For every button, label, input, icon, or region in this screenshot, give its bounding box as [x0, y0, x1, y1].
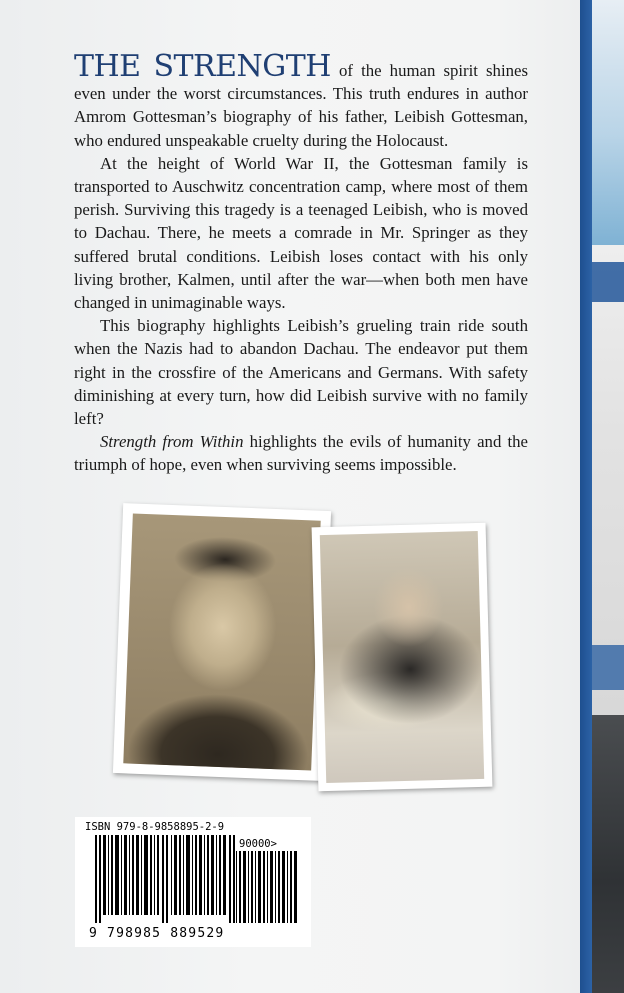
isbn-label: ISBN 979-8-9858895-2-9	[85, 821, 225, 833]
blurb-paragraph-1	[74, 49, 528, 152]
blurb-paragraph-4	[74, 430, 528, 476]
flag-stripe-top	[592, 262, 624, 302]
paragraph-1-text: of the human spirit shines even under the worst circumstances. This truth endures in author Amrom Gottesman’s biography of his father, Leibish Gottesman, who endured unspeakable cruelty during the Holocaust.	[74, 61, 528, 150]
portrait-image-elder	[320, 531, 484, 783]
portrait-photo-young	[113, 503, 331, 781]
spine-wall-image	[592, 715, 624, 993]
spine-sky-image	[592, 0, 624, 245]
portrait-image-young	[123, 513, 320, 770]
ean13-barcode	[95, 835, 235, 923]
barcode-panel	[75, 817, 311, 947]
price-addon-label: 90000>	[239, 838, 277, 850]
portrait-photo-elder	[312, 523, 493, 791]
addon-barcode	[236, 851, 298, 923]
blurb-paragraph-2: At the height of World War II, the Gottesman family is transported to Auschwitz concentration camp, where most of them perish. Surviving this tragedy is a teenaged Leibish, who is moved to Dachau. There, he meets a comrade in Mr. Springer as they suffered brutal conditions. Leibish loses contact with his only living brother, Kalmen, until after the war—when both men have changed in unimaginable ways.	[74, 153, 528, 313]
spine-strip	[580, 0, 624, 993]
barcode-digits: 9 798985 889529	[89, 926, 225, 941]
blurb	[74, 49, 528, 477]
paragraph-4-text: highlights the evils of humanity and the triumph of hope, even when surviving seems impossible.	[74, 432, 528, 475]
book-title-italic: Strength from Within	[100, 432, 244, 452]
flag-stripe-bottom	[592, 645, 624, 690]
lead-in-heading: THE STRENGTH	[74, 49, 331, 84]
spine-blue-edge	[580, 0, 592, 993]
blurb-paragraph-3: This biography highlights Leibish’s grueling train ride south when the Nazis had to abandon Dachau. The endeavor put them right in the crossfire of the Americans and Germans. With safety diminishing at every turn, how did Leibish survive with no family left?	[74, 316, 528, 429]
